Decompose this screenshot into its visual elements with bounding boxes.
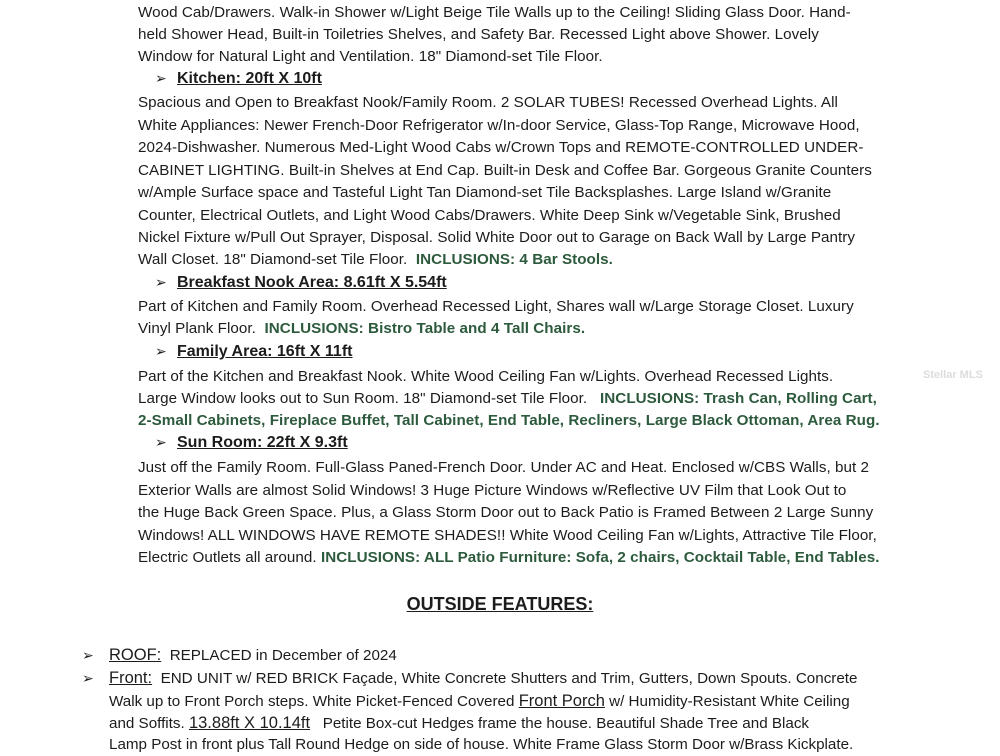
kitchen-last-line: Wall Closet. 18" Diamond-set Tile Floor. bbox=[138, 251, 408, 268]
kitchen-title: Kitchen: 20ft X 10ft bbox=[177, 70, 322, 87]
sun-inclusions: INCLUSIONS: ALL Patio Furniture: Sofa, 2 chairs, Cocktail Table, End Tables. bbox=[320, 549, 880, 566]
front-text-2a: Walk up to Front Porch steps. White Picket-Fenced Covered bbox=[109, 693, 515, 710]
bath-text-line-3: Window for Natural Light and Ventilation. 18" Diamond-set Tile Floor. bbox=[138, 48, 603, 65]
kitchen-text-line-7: Nickel Fixture w/Pull Out Sprayer, Disposal. Solid White Door out to Garage on Back Wall by Large Pantry bbox=[138, 229, 856, 246]
front-porch-label: Front Porch bbox=[518, 692, 605, 710]
front-line-1 bbox=[109, 667, 857, 690]
sun-last-line: Electric Outlets all around. bbox=[138, 549, 317, 566]
kitchen-heading bbox=[155, 67, 322, 90]
kitchen-text-line-5: w/Ample Surface space and Tasteful Light Tan Diamond-set Tile Backsplashes. Large Island w/Granite bbox=[138, 184, 832, 201]
kitchen-text-line-4: CABINET LIGHTING. Built-in Shelves at End Cap. Built-in Desk and Coffee Bar. Gorgeous Granite Counters bbox=[138, 162, 872, 179]
family-area-title: Family Area: 16ft X 11ft bbox=[177, 343, 353, 360]
arrow-bullet-icon: ➢ bbox=[155, 434, 167, 450]
sun-text-line-4: Windows! ALL WINDOWS HAVE REMOTE SHADES!! White Wood Ceiling Fan w/Lights, Attractive Tile Floor, bbox=[138, 527, 877, 544]
front-porch-size: 13.88ft X 10.14ft bbox=[188, 714, 311, 732]
front-text-3b: Petite Box-cut Hedges frame the house. Beautiful Shade Tree and Black bbox=[322, 715, 810, 732]
nook-inclusions: INCLUSIONS: Bistro Table and 4 Tall Chairs. bbox=[264, 320, 586, 337]
bath-text-line-2: held Shower Head, Built-in Toiletries Shelves, and Safety Bar. Recessed Light above Shower. Lovely bbox=[138, 26, 819, 43]
family-area-heading bbox=[155, 340, 352, 363]
sun-text-line-2: Exterior Walls are almost Solid Windows! 3 Huge Picture Windows w/Reflective UV Film that Look Out to bbox=[138, 482, 847, 499]
arrow-bullet-icon: ➢ bbox=[155, 70, 167, 86]
kitchen-text-line-1: Spacious and Open to Breakfast Nook/Family Room. 2 SOLAR TUBES! Recessed Overhead Lights. All bbox=[138, 94, 838, 111]
front-label: Front: bbox=[109, 669, 153, 687]
arrow-bullet-icon: ➢ bbox=[82, 647, 94, 663]
front-line-3 bbox=[109, 712, 809, 735]
sun-room-title: Sun Room: 22ft X 9.3ft bbox=[177, 434, 348, 451]
front-line-2 bbox=[109, 690, 850, 713]
sun-room-heading bbox=[155, 431, 348, 454]
roof-text: REPLACED in December of 2024 bbox=[169, 647, 397, 664]
nook-text-line-2 bbox=[138, 318, 585, 340]
breakfast-nook-heading bbox=[155, 271, 447, 294]
breakfast-nook-title: Breakfast Nook Area: 8.61ft X 5.54ft bbox=[177, 274, 447, 291]
arrow-bullet-icon: ➢ bbox=[82, 670, 94, 686]
kitchen-text-line-2: White Appliances: Newer French-Door Refrigerator w/In-door Service, Glass-Top Range, Microwave Hood, bbox=[138, 117, 860, 134]
front-line-4: Lamp Post in front plus Tall Round Hedge on side of house. White Frame Glass Storm Door w/Brass Kickplate. bbox=[109, 736, 854, 753]
arrow-bullet-icon: ➢ bbox=[155, 343, 167, 359]
kitchen-text-line-3: 2024-Dishwasher. Numerous Med-Light Wood Cabs w/Crown Tops and REMOTE-CONTROLLED UNDER- bbox=[138, 139, 864, 156]
sun-text-line-1: Just off the Family Room. Full-Glass Paned-French Door. Under AC and Heat. Enclosed w/CBS Walls, but 2 bbox=[138, 459, 870, 476]
sun-text-line-3: the Huge Back Green Space. Plus, a Glass Storm Door out to Back Patio is Framed Between 2 Large Sunny bbox=[138, 504, 874, 521]
family-line-2-text: Large Window looks out to Sun Room. 18" Diamond-set Tile Floor. bbox=[138, 390, 588, 407]
outside-features-heading: OUTSIDE FEATURES: bbox=[406, 594, 594, 614]
watermark: Stellar MLS bbox=[923, 369, 983, 381]
sun-text-line-5 bbox=[138, 547, 879, 569]
front-text-1: END UNIT w/ RED BRICK Façade, White Concrete Shutters and Trim, Gutters, Down Spouts. Concrete bbox=[160, 670, 858, 687]
family-text-line-2 bbox=[138, 388, 877, 410]
kitchen-text-line-8 bbox=[138, 249, 613, 271]
bath-text-line-1: Wood Cab/Drawers. Walk-in Shower w/Light Beige Tile Walls up to the Ceiling! Sliding Glass Door. Hand- bbox=[138, 4, 851, 21]
front-text-3a: and Soffits. bbox=[109, 715, 185, 732]
front-text-2b: w/ Humidity-Resistant White Ceiling bbox=[609, 693, 850, 710]
family-text-line-1: Part of the Kitchen and Breakfast Nook. White Wood Ceiling Fan w/Lights. Overhead Recessed Lights. bbox=[138, 368, 834, 385]
nook-text-line-1: Part of Kitchen and Family Room. Overhead Recessed Light, Shares wall w/Large Storage Closet. Luxury bbox=[138, 298, 854, 315]
family-inclusions-b: 2-Small Cabinets, Fireplace Buffet, Tall Cabinet, End Table, Recliners, Large Black Ottoman, Area Rug. bbox=[138, 412, 880, 429]
family-inclusions-a: INCLUSIONS: Trash Can, Rolling Cart, bbox=[600, 390, 877, 407]
kitchen-text-line-6: Counter, Electrical Outlets, and Light Wood Cabs/Drawers. White Deep Sink w/Vegetable Sink, Brushed bbox=[138, 207, 841, 224]
roof-label: ROOF: bbox=[109, 646, 162, 664]
kitchen-inclusions: INCLUSIONS: 4 Bar Stools. bbox=[415, 251, 613, 268]
nook-line-2-text: Vinyl Plank Floor. bbox=[138, 320, 256, 337]
arrow-bullet-icon: ➢ bbox=[155, 274, 167, 290]
roof-line bbox=[109, 644, 397, 667]
